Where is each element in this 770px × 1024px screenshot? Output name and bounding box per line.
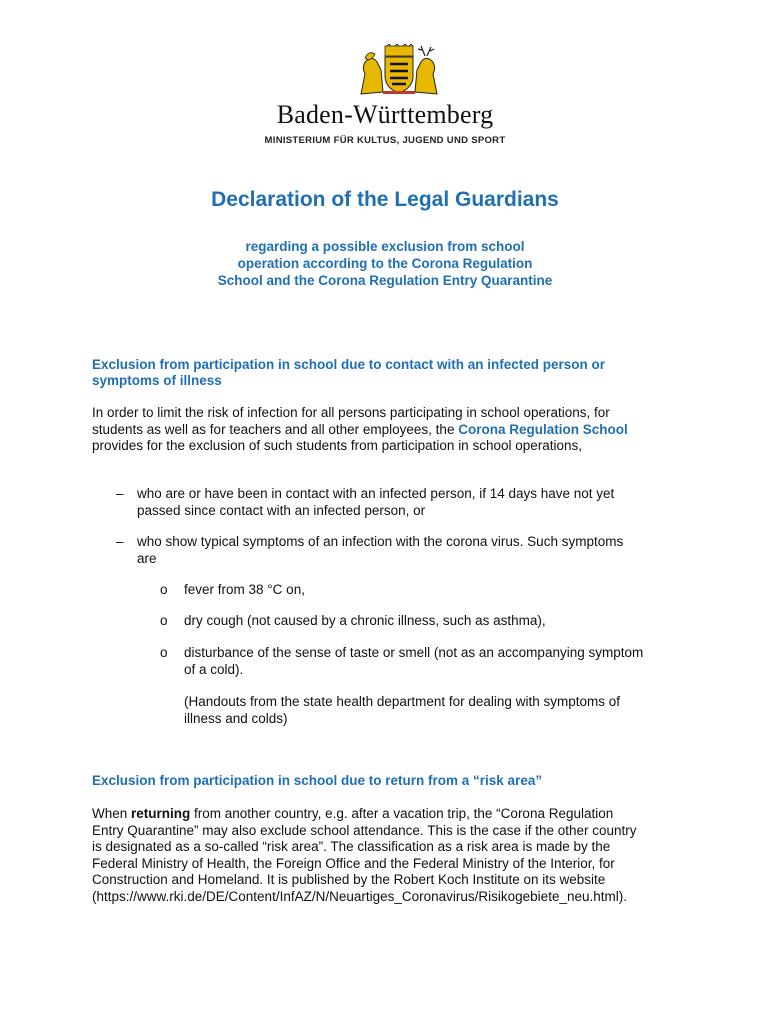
list-item xyxy=(137,486,697,519)
heading-line: symptoms of illness xyxy=(92,373,222,388)
symptom-line: dry cough (not caused by a chronic illness, such as asthma), xyxy=(184,613,546,628)
dash-marker: – xyxy=(116,534,124,549)
ministry-name: MINISTERIUM FÜR KULTUS, JUGEND UND SPORT xyxy=(264,135,506,146)
bullet-marker: o xyxy=(160,645,168,660)
paragraph-line xyxy=(92,806,702,823)
subtitle-line: School and the Corona Regulation Entry Quarantine xyxy=(217,273,553,288)
bullet-marker: o xyxy=(160,582,168,597)
item-line: are xyxy=(137,550,157,566)
handout-note xyxy=(184,694,684,727)
rki-link[interactable]: (https://www.rki.de/DE/Content/InfAZ/N/Neuartiges_Coronavirus/Risikogebiete_neu.html). xyxy=(92,888,627,904)
symptom-line: disturbance of the sense of taste or smell (not as an accompanying symptom xyxy=(184,645,644,660)
text-run: students as well as for teachers and all other employees, the xyxy=(92,421,459,437)
note-line: (Handouts from the state health department for dealing with symptoms of xyxy=(184,694,620,709)
subtitle-line: regarding a possible exclusion from school xyxy=(245,239,525,254)
dash-marker: – xyxy=(116,486,124,501)
bold-term: returning xyxy=(131,806,191,821)
symptom-line: fever from 38 °C on, xyxy=(184,582,305,597)
brand-name: Baden-Württemberg xyxy=(276,100,494,129)
paragraph-line: Entry Quarantine” may also exclude school attendance. This is the case if the other country xyxy=(92,822,637,838)
coat-of-arms-icon xyxy=(355,44,443,96)
symptom-line: of a cold). xyxy=(184,661,244,677)
paragraph-line: Federal Ministry of Health, the Foreign Office and the Federal Ministry of the Interior, for xyxy=(92,855,615,871)
page-title: Declaration of the Legal Guardians xyxy=(211,188,559,211)
note-line: illness and colds) xyxy=(184,710,288,726)
subtitle xyxy=(185,238,585,289)
heading-line: Exclusion from participation in school due to contact with an infected person or xyxy=(92,357,606,372)
intro-paragraph xyxy=(92,405,702,455)
section2-heading xyxy=(92,773,692,789)
paragraph-line xyxy=(92,422,702,439)
paragraph-line: is designated as a so-called “risk area”. The classification as a risk area is made by the xyxy=(92,839,611,854)
text-run: from another country, e.g. after a vacation trip, the “Corona Regulation xyxy=(190,806,614,821)
symptom-item xyxy=(184,582,684,599)
paragraph-line: provides for the exclusion of such students from participation in school operations, xyxy=(92,438,583,453)
item-line: passed since contact with an infected person, or xyxy=(137,502,426,518)
paragraph-line: Construction and Homeland. It is published by the Robert Koch Institute on its website xyxy=(92,872,606,887)
heading-line: Exclusion from participation in school due to return from a “risk area” xyxy=(92,773,543,788)
item-line: who are or have been in contact with an infected person, if 14 days have not yet xyxy=(137,486,615,501)
subtitle-line: operation according to the Corona Regulation xyxy=(237,256,533,271)
symptom-item xyxy=(184,645,684,678)
section1-heading xyxy=(92,357,692,389)
symptom-item xyxy=(184,613,684,630)
bullet-marker: o xyxy=(160,613,168,628)
list-item xyxy=(137,534,697,567)
paragraph-line: In order to limit the risk of infection for all persons participating in school operations, for xyxy=(92,405,610,420)
text-run: When xyxy=(92,806,132,821)
regulation-name: Corona Regulation School xyxy=(458,421,628,437)
item-line: who show typical symptoms of an infection with the corona virus. Such symptoms xyxy=(137,534,624,549)
risk-area-paragraph xyxy=(92,806,702,905)
